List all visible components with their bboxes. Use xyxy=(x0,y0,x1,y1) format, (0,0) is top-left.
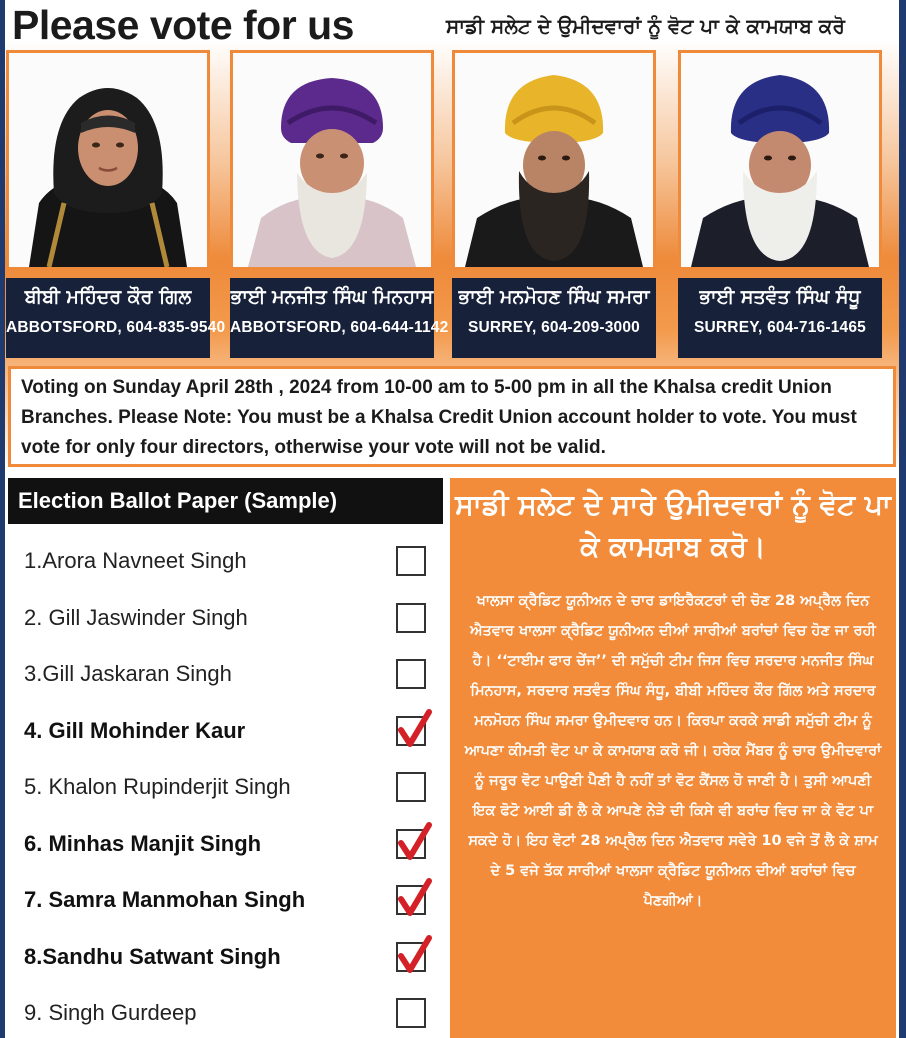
candidate-name-punjabi: ਭਾਈ ਮਨਮੋਹਣ ਸਿੰਘ ਸਮਰਾ xyxy=(458,286,650,308)
candidate-name-box xyxy=(678,278,882,358)
ballot-row xyxy=(8,647,443,703)
ballot-checkbox[interactable] xyxy=(396,772,426,802)
candidate-contact: ABBOTSFORD, 604-644-1142 xyxy=(230,319,449,336)
ballot-candidate-name: 7. Samra Manmohan Singh xyxy=(24,887,306,912)
punjabi-tagline: ਸਾਡੀ ਸਲੇਟ ਦੇ ਉਮੀਦਵਾਰਾਂ ਨੂੰ ਵੋਟ ਪਾ ਕੇ ਕਾਮਯਾਬ ਕਰੋ xyxy=(446,14,845,38)
candidate-photo xyxy=(9,53,207,267)
ballot-row xyxy=(8,817,443,873)
candidate-portrait-yellow-turban-icon xyxy=(455,53,653,267)
candidate-portrait-woman-icon xyxy=(9,53,207,267)
ballot-checkbox[interactable] xyxy=(396,659,426,689)
candidate-portrait-purple-turban-icon xyxy=(233,53,431,267)
candidate-photo xyxy=(681,53,879,267)
candidate-photo-frame xyxy=(678,50,882,270)
candidate-card xyxy=(230,50,449,360)
candidate-name-box xyxy=(452,278,656,358)
ballot-row xyxy=(8,986,443,1038)
ballot-checkbox[interactable] xyxy=(396,998,426,1028)
candidate-contact: ABBOTSFORD, 604-835-9540 xyxy=(6,319,226,336)
candidate-name-punjabi: ਭਾਈ ਮਨਜੀਤ ਸਿੰਘ ਮਿਨਹਾਸ xyxy=(230,286,434,308)
candidate-name-box xyxy=(6,278,226,358)
ballot-candidate-name: 4. Gill Mohinder Kaur xyxy=(24,717,246,743)
candidate-photo xyxy=(455,53,653,267)
candidate-name-punjabi: ਬੀਬੀ ਮਹਿੰਦਰ ਕੌਰ ਗਿਲ xyxy=(24,286,192,308)
page-title: Please vote for us xyxy=(12,2,354,48)
punjabi-panel-heading: ਸਾਡੀ ਸਲੇਟ ਦੇ ਸਾਰੇ ਉਮੀਦਵਾਰਾਂ ਨੂੰ ਵੋਟ ਪਾ ਕੇ ਕਾਮਯਾਬ ਕਰੋ। xyxy=(455,488,891,563)
ballot-candidate-name: 6. Minhas Manjit Singh xyxy=(24,830,262,856)
ballot-row xyxy=(8,873,443,929)
ballot-candidate-name: 9. Singh Gurdeep xyxy=(24,1000,197,1025)
sample-ballot xyxy=(8,478,443,1038)
candidate-name-punjabi: ਭਾਈ ਸਤਵੰਤ ਸਿੰਘ ਸੰਧੂ xyxy=(699,286,861,308)
checkmark-icon xyxy=(395,877,433,919)
ballot-checkbox[interactable] xyxy=(396,546,426,576)
candidate-contact: SURREY, 604-209-3000 xyxy=(467,319,641,336)
left-frame-border xyxy=(0,0,5,1038)
ballot-candidate-name: 8.Sandhu Satwant Singh xyxy=(24,943,281,969)
candidate-photo-frame xyxy=(230,50,434,270)
ballot-checkbox[interactable] xyxy=(396,603,426,633)
ballot-candidate-name: 2. Gill Jaswinder Singh xyxy=(24,604,248,630)
candidate-card xyxy=(452,50,656,360)
ballot-candidate-name: 1.Arora Navneet Singh xyxy=(24,548,247,573)
ballot-row xyxy=(8,760,443,816)
checkmark-icon xyxy=(395,821,433,863)
candidate-row xyxy=(6,50,896,360)
candidate-photo xyxy=(233,53,431,267)
candidate-contact: SURREY, 604-716-1465 xyxy=(693,319,867,336)
candidate-portrait-blue-turban-icon xyxy=(681,53,879,267)
ballot-checkbox[interactable] xyxy=(396,885,426,915)
checkmark-icon xyxy=(395,934,433,976)
ballot-candidate-name: 3.Gill Jaskaran Singh xyxy=(24,661,232,686)
candidate-card xyxy=(6,50,226,360)
ballot-title: Election Ballot Paper (Sample) xyxy=(8,478,443,524)
right-frame-border xyxy=(899,0,906,1038)
voting-notice: Voting on Sunday April 28th , 2024 from 10-00 am to 5-00 pm in all the Khalsa credit Union Branches. Please Note: You must be a Khalsa Credit Union account holder to vote. You must vote for only four directors, otherwise your vote will not be valid. xyxy=(8,366,896,467)
ballot-row xyxy=(8,930,443,986)
ballot-row xyxy=(8,704,443,760)
candidate-photo-frame xyxy=(6,50,210,270)
punjabi-message-panel xyxy=(450,478,896,1038)
punjabi-panel-body: ਖਾਲਸਾ ਕ੍ਰੈਡਿਟ ਯੂਨੀਅਨ ਦੇ ਚਾਰ ਡਾਇਰੈਕਟਰਾਂ ਦੀ ਚੋਣ 28 ਅਪ੍ਰੈਲ ਦਿਨ ਐਤਵਾਰ ਖਾਲਸਾ ਕ੍ਰੈਡਿਟ ਯੂਨੀਅਨ ਦੀਆਂ ਸਾਰੀਆਂ ਬਰਾਂਚਾਂ ਵਿਚ ਹੋਣ ਜਾ ਰਹੀ ਹੈ। ‘‘ਟਾਈਮ ਫਾਰ ਚੇਂਜ’’ ਦੀ ਸਮੁੱਚੀ ਟੀਮ ਜਿਸ ਵਿਚ ਸਰਦਾਰ ਮਨਜੀਤ ਸਿੰਘ ਮਿਨਹਾਸ, ਸਰਦਾਰ ਸਤਵੰਤ ਸਿੰਘ ਸੰਧੂ, ਬੀਬੀ ਮਹਿੰਦਰ ਕੌਰ ਗਿੱਲ ਅਤੇ ਸਰਦਾਰ ਮਨਮੋਹਨ ਸਿੰਘ ਸਮਰਾ ਉਮੀਦਵਾਰ ਹਨ। ਕਿਰਪਾ ਕਰਕੇ ਸਾਡੀ ਸਮੁੱਚੀ ਟੀਮ ਨੂੰ ਆਪਣਾ ਕੀਮਤੀ ਵੋਟ ਪਾ ਕੇ ਕਾਮਯਾਬ ਕਰੋ ਜੀ। ਹਰੇਕ ਮੈਂਬਰ ਨੂੰ ਚਾਰ ਉਮੀਦਵਾਰਾਂ ਨੂੰ ਜਰੂਰ ਵੋਟ ਪਾਉਣੀ ਪੈਣੀ ਹੈ ਨਹੀਂ ਤਾਂ ਵੋਟ ਕੈਂਸਲ ਹੋ ਜਾਣੀ ਹੈ। ਤੁਸੀ ਆਪਣੀ ਇਕ ਫੋਟੋ ਆਈ ਡੀ ਲੈ ਕੇ ਆਪਣੇ ਨੇੜੇ ਦੀ ਕਿਸੇ ਵੀ ਬਰਾਂਚ ਵਿਚ ਜਾ ਕੇ ਵੋਟ ਪਾ ਸਕਦੇ ਹੋ। ਇਹ ਵੋਟਾਂ 28 ਅਪ੍ਰੈਲ ਦਿਨ ਐਤਵਾਰ ਸਵੇਰੇ 10 ਵਜੇ ਤੋਂ ਲੈ ਕੇ ਸ਼ਾਮ ਦੇ 5 ਵਜੇ ਤੱਕ ਸਾਰੀਆਂ ਖਾਲਸਾ ਕ੍ਰੈਡਿਟ ਯੂਨੀਅਨ ਦੀਆਂ ਬਰਾਂਚਾਂ ਵਿਚ ਪੈਣਗੀਆਂ। xyxy=(464,593,882,909)
candidate-card xyxy=(678,50,882,360)
ballot-candidate-name: 5. Khalon Rupinderjit Singh xyxy=(24,774,291,799)
candidate-name-box xyxy=(230,278,449,358)
ballot-checkbox[interactable] xyxy=(396,942,426,972)
ballot-row xyxy=(8,591,443,647)
ballot-checkbox[interactable] xyxy=(396,829,426,859)
candidate-photo-frame xyxy=(452,50,656,270)
ballot-checkbox[interactable] xyxy=(396,716,426,746)
checkmark-icon xyxy=(395,708,433,750)
ballot-row xyxy=(8,534,443,590)
